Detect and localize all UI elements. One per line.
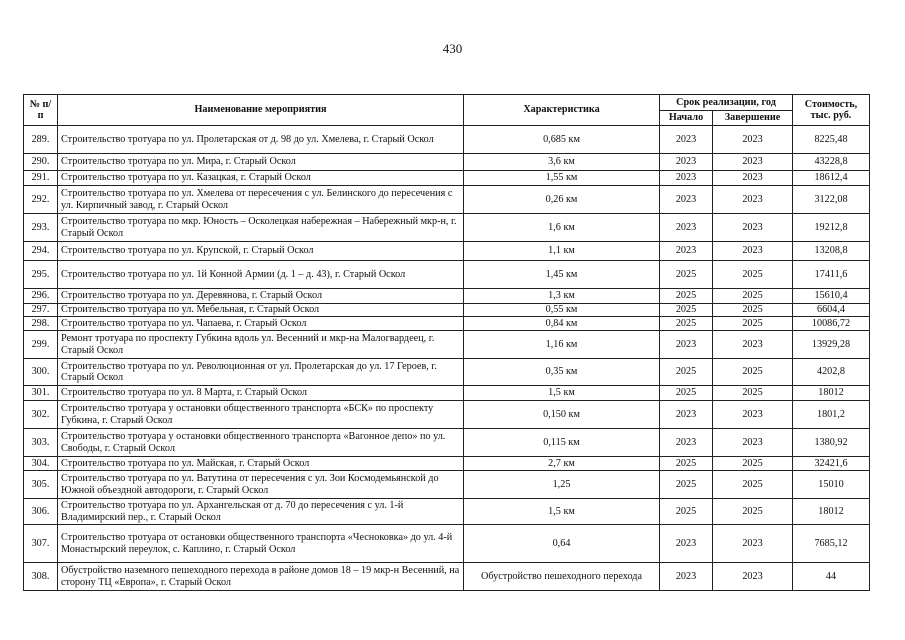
table-row	[24, 317, 870, 331]
row-characteristic: 3,6 км	[464, 154, 660, 171]
row-name: Строительство тротуара по ул. Революционная от ул. Пролетарская до ул. 17 Героев, г. Старый Оскол	[58, 359, 464, 386]
row-start-year: 2023	[660, 126, 713, 154]
row-end-year: 2025	[713, 289, 793, 304]
row-start-year: 2025	[660, 289, 713, 304]
row-number: 306.	[24, 499, 58, 525]
row-cost: 18612,4	[793, 171, 870, 186]
page-number: 430	[442, 41, 463, 56]
row-cost: 13929,28	[793, 331, 870, 359]
row-characteristic: Обустройство пешеходного перехода	[464, 563, 660, 591]
row-name: Строительство тротуара по ул. 1й Конной Армии (д. 1 – д. 43), г. Старый Оскол	[58, 261, 464, 289]
row-end-year: 2025	[713, 471, 793, 499]
row-cost: 15610,4	[793, 289, 870, 304]
row-start-year: 2025	[660, 471, 713, 499]
row-end-year: 2023	[713, 186, 793, 214]
header-name: Наименование мероприятия	[58, 95, 464, 126]
row-number: 293.	[24, 214, 58, 242]
row-start-year: 2025	[660, 261, 713, 289]
row-start-year: 2023	[660, 186, 713, 214]
row-start-year: 2023	[660, 525, 713, 563]
row-characteristic: 0,150 км	[464, 401, 660, 429]
row-number: 308.	[24, 563, 58, 591]
row-number: 300.	[24, 359, 58, 386]
row-end-year: 2025	[713, 359, 793, 386]
table-row	[24, 154, 870, 171]
table-row	[24, 499, 870, 525]
row-end-year: 2025	[713, 317, 793, 331]
row-characteristic: 0,64	[464, 525, 660, 563]
header-characteristic: Характеристика	[464, 95, 660, 126]
row-name: Строительство тротуара по ул. Мебельная, г. Старый Оскол	[58, 304, 464, 317]
row-start-year: 2025	[660, 317, 713, 331]
row-start-year: 2023	[660, 171, 713, 186]
row-cost: 7685,12	[793, 525, 870, 563]
row-start-year: 2025	[660, 359, 713, 386]
row-end-year: 2023	[713, 154, 793, 171]
row-name: Строительство тротуара по ул. Деревянова, г. Старый Оскол	[58, 289, 464, 304]
row-cost: 43228,8	[793, 154, 870, 171]
row-end-year: 2025	[713, 304, 793, 317]
row-characteristic: 1,1 км	[464, 242, 660, 261]
row-number: 304.	[24, 457, 58, 471]
table-row	[24, 242, 870, 261]
row-cost: 18012	[793, 499, 870, 525]
row-characteristic: 0,26 км	[464, 186, 660, 214]
measures-table	[23, 94, 870, 591]
row-name: Строительство тротуара по ул. Чапаева, г. Старый Оскол	[58, 317, 464, 331]
table-row	[24, 186, 870, 214]
row-number: 289.	[24, 126, 58, 154]
row-name: Строительство тротуара у остановки общественного транспорта «Вагонное депо» по ул. Свободы, г. Старый Оскол	[58, 429, 464, 457]
header-start: Начало	[660, 111, 713, 126]
row-number: 305.	[24, 471, 58, 499]
row-number: 302.	[24, 401, 58, 429]
table-row	[24, 171, 870, 186]
row-name: Строительство тротуара у остановки общественного транспорта «БСК» по проспекту Губкина, г. Старый Оскол	[58, 401, 464, 429]
row-number: 294.	[24, 242, 58, 261]
table-row	[24, 261, 870, 289]
table-row	[24, 401, 870, 429]
row-cost: 4202,8	[793, 359, 870, 386]
row-cost: 15010	[793, 471, 870, 499]
row-characteristic: 1,45 км	[464, 261, 660, 289]
row-number: 290.	[24, 154, 58, 171]
row-number: 295.	[24, 261, 58, 289]
row-cost: 18012	[793, 386, 870, 401]
table-body	[24, 126, 870, 591]
row-characteristic: 1,5 км	[464, 499, 660, 525]
row-number: 299.	[24, 331, 58, 359]
row-name: Строительство тротуара от остановки общественного транспорта «Чесноковка» до ул. 4-й Монастырский переулок, с. Каплино, г. Старый Оскол	[58, 525, 464, 563]
row-start-year: 2023	[660, 331, 713, 359]
row-cost: 8225,48	[793, 126, 870, 154]
row-start-year: 2025	[660, 386, 713, 401]
table-row	[24, 457, 870, 471]
row-cost: 6604,4	[793, 304, 870, 317]
row-number: 296.	[24, 289, 58, 304]
row-end-year: 2025	[713, 261, 793, 289]
row-characteristic: 1,16 км	[464, 331, 660, 359]
row-cost: 44	[793, 563, 870, 591]
row-start-year: 2025	[660, 457, 713, 471]
row-characteristic: 2,7 км	[464, 457, 660, 471]
table-row	[24, 525, 870, 563]
row-name: Строительство тротуара по ул. Ватутина от пересечения с ул. Зои Космодемьянской до Южной объездной автодороги, г. Старый Оскол	[58, 471, 464, 499]
row-number: 291.	[24, 171, 58, 186]
row-characteristic: 0,84 км	[464, 317, 660, 331]
row-end-year: 2023	[713, 214, 793, 242]
row-cost: 10086,72	[793, 317, 870, 331]
table-row	[24, 429, 870, 457]
header-num: № п/п	[24, 95, 58, 126]
row-cost: 1801,2	[793, 401, 870, 429]
row-end-year: 2023	[713, 171, 793, 186]
row-characteristic: 1,25	[464, 471, 660, 499]
header-end: Завершение	[713, 111, 793, 126]
row-end-year: 2023	[713, 525, 793, 563]
row-characteristic: 1,6 км	[464, 214, 660, 242]
table-row	[24, 304, 870, 317]
row-number: 307.	[24, 525, 58, 563]
row-end-year: 2025	[713, 499, 793, 525]
row-name: Ремонт тротуара по проспекту Губкина вдоль ул. Весенний и мкр-на Малогвардеец, г. Старый Оскол	[58, 331, 464, 359]
row-start-year: 2023	[660, 154, 713, 171]
table-row	[24, 359, 870, 386]
row-end-year: 2023	[713, 429, 793, 457]
row-name: Строительство тротуара по ул. Крупской, г. Старый Оскол	[58, 242, 464, 261]
row-cost: 1380,92	[793, 429, 870, 457]
row-characteristic: 0,115 км	[464, 429, 660, 457]
row-number: 303.	[24, 429, 58, 457]
row-end-year: 2023	[713, 126, 793, 154]
table-row	[24, 563, 870, 591]
table-row	[24, 386, 870, 401]
row-characteristic: 1,55 км	[464, 171, 660, 186]
row-cost: 32421,6	[793, 457, 870, 471]
row-characteristic: 0,685 км	[464, 126, 660, 154]
row-name: Строительство тротуара по ул. 8 Марта, г. Старый Оскол	[58, 386, 464, 401]
row-start-year: 2025	[660, 499, 713, 525]
header-cost: Стоимость, тыс. руб.	[793, 95, 870, 126]
row-number: 292.	[24, 186, 58, 214]
row-end-year: 2025	[713, 386, 793, 401]
row-start-year: 2023	[660, 242, 713, 261]
row-cost: 3122,08	[793, 186, 870, 214]
row-characteristic: 1,5 км	[464, 386, 660, 401]
row-start-year: 2025	[660, 304, 713, 317]
row-characteristic: 0,35 км	[464, 359, 660, 386]
row-end-year: 2023	[713, 401, 793, 429]
row-number: 297.	[24, 304, 58, 317]
row-name: Строительство тротуара по мкр. Юность – Осколецкая набережная – Набережный мкр-н, г. Старый Оскол	[58, 214, 464, 242]
row-cost: 19212,8	[793, 214, 870, 242]
row-cost: 13208,8	[793, 242, 870, 261]
header-period: Срок реализации, год	[660, 95, 793, 111]
row-cost: 17411,6	[793, 261, 870, 289]
row-number: 298.	[24, 317, 58, 331]
row-name: Строительство тротуара по ул. Архангельская от д. 70 до пересечения с ул. 1-й Владимирский пер., г. Старый Оскол	[58, 499, 464, 525]
row-start-year: 2023	[660, 429, 713, 457]
row-start-year: 2023	[660, 563, 713, 591]
row-name: Строительство тротуара по ул. Пролетарская от д. 98 до ул. Хмелева, г. Старый Оскол	[58, 126, 464, 154]
row-start-year: 2023	[660, 401, 713, 429]
row-start-year: 2023	[660, 214, 713, 242]
table-row	[24, 331, 870, 359]
row-end-year: 2023	[713, 242, 793, 261]
table-row	[24, 214, 870, 242]
table-row	[24, 471, 870, 499]
row-end-year: 2023	[713, 563, 793, 591]
row-name: Строительство тротуара по ул. Хмелева от пересечения с ул. Белинского до пересечения с ул. Кирпичный завод, г. Старый Оскол	[58, 186, 464, 214]
row-end-year: 2025	[713, 457, 793, 471]
row-name: Строительство тротуара по ул. Майская, г. Старый Оскол	[58, 457, 464, 471]
row-number: 301.	[24, 386, 58, 401]
table-row	[24, 289, 870, 304]
row-characteristic: 1,3 км	[464, 289, 660, 304]
row-end-year: 2023	[713, 331, 793, 359]
row-name: Строительство тротуара по ул. Мира, г. Старый Оскол	[58, 154, 464, 171]
row-name: Строительство тротуара по ул. Казацкая, г. Старый Оскол	[58, 171, 464, 186]
row-characteristic: 0,55 км	[464, 304, 660, 317]
row-name: Обустройство наземного пешеходного перехода в районе домов 18 – 19 мкр-н Весенний, на сторону ТЦ «Европа», г. Старый Оскол	[58, 563, 464, 591]
table-row	[24, 126, 870, 154]
